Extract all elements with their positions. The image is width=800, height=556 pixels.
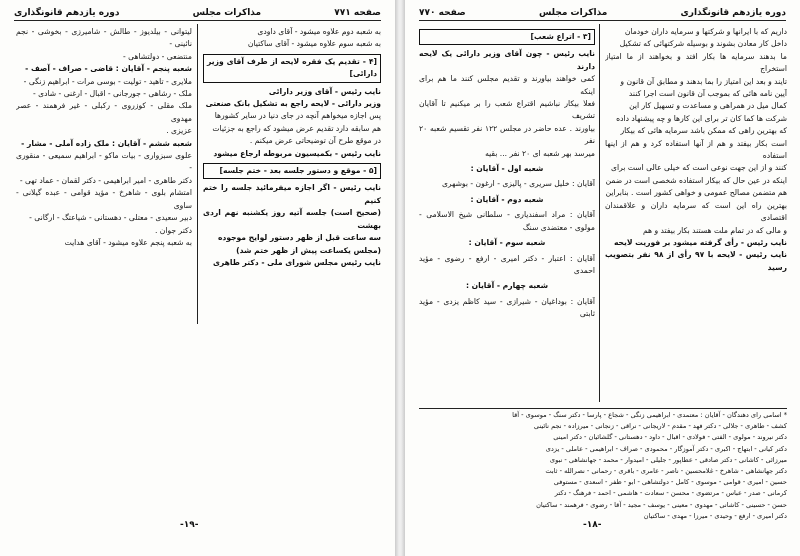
paragraph: (مجلس یکساعت پیش از ظهر ختم شد) [236, 245, 381, 255]
paragraph: ملایری - تاهید - تولیت - بوسی مرات - ابراهیم زنگی - [23, 76, 192, 86]
paragraph: عزیزی . [166, 126, 192, 136]
paragraph: ملک مقلی - کوزروی - رکبلی - غیر فرهمند - عصر مهدوی [16, 101, 192, 123]
paragraph: است بکار بیفتد و هم از آنها استفاده کرد و هم از اینها استفاده [605, 138, 787, 161]
paragraph: آقایان : بوداغیان - شیرازی - سید کاظم یزدی - مؤید ثابتی [419, 296, 595, 319]
paragraph: لیتوانی - بیلدیوز - طالش - شامیرزی - بخوشی - نجم نائینی - [16, 27, 192, 49]
speaker-line: وزیر دارائی - لایحه راجع به تشکیل بانک صنعتی [205, 99, 381, 109]
paragraph: (صحیح است) جلسه آتیه روز یکشنبه نهم اردی بهشت [203, 208, 381, 230]
paragraph: کنند و از این جهت نوعی است که خیلی عالی است برای [611, 163, 787, 173]
paragraph: منتضعی - دولتشاهی - [122, 51, 192, 61]
paragraph: ملک - رشاهی - جورجانی - اقبال - ارغنی - شادی - [32, 89, 192, 99]
header-page-label: صفحه ۷۷۱ [334, 8, 381, 18]
paragraph: کمی خواهند بیاورند و تقدیم مجلس کنند ما هم برای اینکه [419, 74, 595, 96]
signature: نایب رئیس مجلس شورای ملی - دکتر طاهری [212, 257, 381, 267]
column-rule [599, 24, 600, 402]
footnote-line: دکتر نیروند - مولوی - الفتی - فولادی - اقبال - داود - دهستانی - گلشائیان - دکتر امینی [553, 433, 787, 442]
footnote-line: دکتر جهانشاهی - شاهرخ - غلامحسین - ناصر - عامری - باقری - رحمانی - نصرالله - ثابت [545, 467, 787, 476]
book-gutter [395, 0, 405, 556]
paragraph: سه ساعت قبل از ظهر دستور لوایح موجوده [217, 233, 381, 243]
footnote-line: کرمانی - صدر - عباس - مرتضوی - محسن - سعادت - هاشمی - احمد - فرهنگ - دکتر [554, 489, 787, 498]
paragraph: در موقع طرح آن توضیحاتی عرض میکنم . [249, 136, 381, 146]
left-page-right-column [203, 26, 381, 496]
paragraph: میرسد بهر شعبه ای ۲۰ نفر ... بقیه [485, 148, 595, 158]
paragraph: شرکت ها کما کان تر برای این کارها و چه پیشنهاد داده [616, 113, 787, 123]
footnote-line: حسین - امیری - قوامی - موسوی - کامل - دولتشاهی - ابو - ظفر - اسعدی - مستوفی [553, 478, 787, 487]
paragraph: بهترین راه این است که سرمایه داران و علاقمندان اقتصادی [605, 200, 787, 223]
right-page-right-column [605, 26, 787, 404]
section-heading: [۳ - اتراع شعب] [419, 29, 595, 45]
footnote-block [419, 410, 787, 522]
right-page [405, 0, 800, 556]
shoba-heading: شعبه اول - آقایان : [470, 164, 544, 174]
paragraph: فعلا بیکار نباشیم اقتراع شعب را بر میکنیم تا آقایان تشریف [419, 99, 595, 121]
left-page-left-column [16, 26, 192, 306]
paragraph: تایند و بعد این امتیاز را بما بدهند و مطابق آن قانون و [620, 76, 787, 86]
paragraph: به شعبه پنجم علاوه میشود - آقای هدایت [64, 237, 192, 247]
header-section: مذاکرات مجلس [538, 8, 608, 18]
shoba-heading: شعبه سوم - آقایان : [468, 238, 546, 248]
paragraph: که بهترین راهی که ممکن باشد سرمایه هائی که بیکار [620, 126, 787, 136]
paragraph: دکتر جوان . [154, 225, 192, 235]
paragraph: و مالی که در تمام ملت هستند بکار بیفتد و هم [642, 225, 787, 235]
shoba-heading: شعبه چهارم - آقایان : [465, 281, 549, 291]
footnote-rule [419, 408, 787, 409]
speaker-line: نایب رئیس - آقای وزیر دارائی [268, 86, 381, 96]
paragraph: آقایان : خلیل سریری - پالیزی - ارغون - بوشهری [441, 179, 595, 189]
footnote-line: دکتر امیری - ارفع - وحیدی - میرزا - مهدی - ساکتیان [643, 511, 787, 520]
paragraph: دکتر طاهری - امیر ابراهیمی - دکتر لقمان - عماد تهی - [19, 175, 192, 185]
paragraph: بیاورند . عده حاضر در مجلس ۱۲۲ نفر تقسیم شعبه ۲۰ نفر [419, 123, 595, 146]
header-page-label: صفحه ۷۷۰ [419, 8, 466, 18]
paragraph: پس اجازه میخواهم آنچه در جای دنیا در سایر کشورها [214, 111, 381, 121]
header-section: مذاکرات مجلس [192, 8, 262, 18]
paragraph: هم متضمن مصالح عمومی و خواهی کشور است . بنابراین [605, 188, 787, 198]
paragraph: امتشام بلوی - شاهرخ - مؤید قوامی - عبده گیلانی - ساوی [16, 188, 192, 210]
paragraph: هم سابقه دارد تقدیم عرض میشود که راجع به جزئیات [212, 123, 381, 133]
right-page-left-column [419, 26, 595, 404]
right-page-header [419, 6, 786, 21]
footnote-line: * اسامی رای دهندگان - آقایان : معتمدی - ابراهیمی زنگی - شجاع - پارسا - دکتر سنگ - موسوی - آقا [512, 411, 787, 419]
header-title: دوره یازدهم قانونگذاری [14, 8, 120, 18]
shoba-heading: شعبه دوم - آقایان : [470, 194, 544, 204]
paragraph: آیین نامه هائی که بموجب آن قانون است اجرا کنند [628, 89, 787, 99]
page-number: -۱۹- [180, 520, 199, 530]
left-page [0, 0, 395, 556]
section-heading: [۴ - تقدیم یک فقره لایحه از طرف آقای وزیر دارائی] [203, 54, 381, 83]
speaker-line: نایب رئیس - بکمیسیون مربوطه ارجاع میشود [213, 148, 381, 158]
paragraph: آقایان : مراد اسفندیاری - سلطانی شیخ الاسلامی - مولوی - معتضدی سنگ [419, 210, 595, 232]
page-number: -۱۸- [583, 520, 602, 530]
footnote-line: کشف - طاهری - جلالی - دکتر فهد - مقدم - لاریجانی - نراقی - زنجانی - میرزاده - نجم نائینی [533, 422, 787, 431]
paragraph: آقایان : اعتبار - دکتر امیری - ارفع - رضوی - مؤید احمدی [419, 253, 595, 275]
footnote-line: میرزائی - کاشانی - دکتر صادقی - عطاپور - جلیلی - امیدوار - محمد - جهانشاهی - نبوی [549, 455, 787, 464]
paragraph: به شعبه سوم علاوه میشود - آقای ساکتیان [247, 39, 381, 49]
speaker-line: نایب رئیس - چون آقای وزیر دارائی یک لایحه دارند [419, 49, 595, 71]
speaker-line: نایب رئیس - اگر اجازه میفرمائید جلسه را ختم کنیم [203, 183, 381, 205]
header-title: دوره یازدهم قانونگذاری [680, 8, 786, 18]
shoba-heading: شعبه ششم - آقایان : ملک زاده آملی - مشار - [21, 138, 192, 148]
paragraph: داخل کار معادن بشوند و بوسیله شرکتهائی که تشکیل [619, 39, 787, 49]
speaker-line: نایب رئیس - رأی گرفته میشود بر فوریت لایحه [613, 237, 787, 247]
paragraph: کمال میل در همراهی و مساعدت و تسهیل کار این [629, 101, 787, 111]
paragraph: به شعبه دوم علاوه میشود - آقای داودی [257, 27, 381, 36]
column-rule [197, 24, 198, 324]
paragraph: اینکه در عین حال که بیکار استفاده شخصی است در ضمن [605, 175, 787, 185]
section-heading: [۵ - موقع و دستور جلسه بعد - ختم جلسه] [203, 163, 381, 179]
left-page-header [14, 6, 381, 21]
shoba-heading: شعبه پنجم - آقایان : قاضی - صراف - آصف - [25, 64, 192, 74]
speaker-line: نایب رئیس - لایحه با ۹۷ رأی از ۹۸ نفر بتصویب رسید [605, 250, 787, 272]
paragraph: علوی سبزواری - بیات ماکو - ابراهیم سمیعی - منقوری - [16, 151, 192, 173]
footnote-line: دکتر کیانی - ابتهاج - اکبری - دکتر آموزگار - محمودی - صراف - ابراهیمی - عاملی - یزدی [545, 444, 787, 453]
paragraph: داریم که با ایرانها و شرکتها و سرمایه داران خودمان [624, 27, 787, 36]
paragraph: دبیر سعیدی - معتلی - دهستانی - شیاعتگ - ارگانی - [29, 213, 192, 223]
paragraph: ما بدهند سرمایه ها بکار افتد و بخواهند از ما امتیاز استخراج [605, 51, 787, 74]
footnote-line: حسن - حسینی - کاشانی - مهدوی - معینی - یوسف - مجید - آقا - رضوی - فرهمند - ساکتیان [536, 500, 787, 509]
